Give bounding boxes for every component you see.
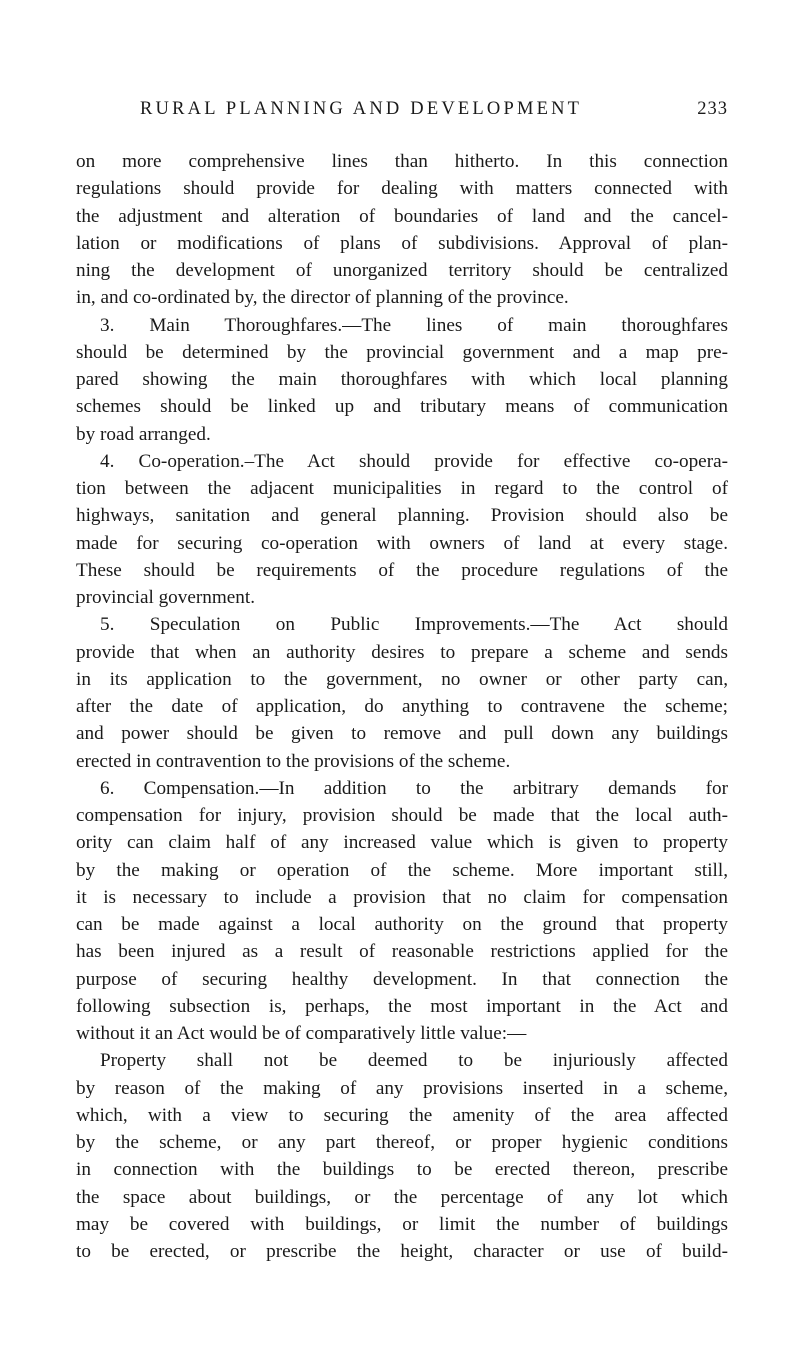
quoted-text-line: may be covered with buildings, or limit the number of buildings — [76, 1213, 728, 1235]
text-line: it is necessary to include a provision that no claim for compensation — [76, 886, 728, 908]
text-line: pared showing the main thoroughfares with which local planning — [76, 369, 728, 390]
text-line: provide that when an authority desires to prepare a scheme and sends — [76, 641, 728, 663]
text-line: can be made against a local authority on the ground that property — [76, 914, 728, 935]
text-line: schemes should be linked up and tributary means of communication — [76, 396, 728, 418]
text-line: made for securing co-operation with owners of land at every stage. — [76, 532, 728, 554]
text-line: ority can claim half of any increased value which is given to property — [76, 832, 728, 854]
text-line: the adjustment and alteration of boundaries of land and the cancel- — [76, 205, 728, 227]
text-line: by the making or operation of the scheme. More important still, — [76, 859, 728, 881]
page-header — [76, 99, 728, 129]
text-line: following subsection is, perhaps, the most important in the Act and — [76, 995, 728, 1017]
section-heading-line: 3. Main Thoroughfares.—The lines of main thoroughfares — [100, 314, 728, 336]
text-line: regulations should provide for dealing with matters connected with — [76, 178, 728, 200]
quoted-text-line: which, with a view to securing the amenity of the area affected — [76, 1104, 728, 1126]
text-line: lation or modifications of plans of subdivisions. Approval of plan- — [76, 232, 728, 254]
text-line: compensation for injury, provision should be made that the local auth- — [76, 805, 728, 826]
quoted-text-line: the space about buildings, or the percentage of any lot which — [76, 1186, 728, 1208]
text-line: and power should be given to remove and pull down any buildings — [76, 723, 728, 745]
text-line: by road arranged. — [76, 423, 211, 445]
text-line: after the date of application, do anything to contravene the scheme; — [76, 696, 728, 717]
text-line: provincial government. — [76, 587, 256, 608]
text-line: in, and co-ordinated by, the director of planning of the province. — [76, 287, 569, 309]
text-line: erected in contravention to the provisions of the scheme. — [76, 750, 511, 772]
text-line: highways, sanitation and general planning. Provision should also be — [76, 505, 728, 527]
text-line: These should be requirements of the procedure regulations of the — [76, 559, 728, 581]
text-line: has been injured as a result of reasonable restrictions applied for the — [76, 941, 728, 963]
quoted-text-line: to be erected, or prescribe the height, character or use of build- — [76, 1241, 728, 1262]
text-line: in its application to the government, no owner or other party can, — [76, 668, 728, 690]
text-line: ning the development of unorganized territory should be centralized — [76, 260, 728, 281]
quoted-text-line: by reason of the making of any provisions inserted in a scheme, — [76, 1077, 728, 1099]
page-number: 233 — [697, 99, 728, 119]
text-line: purpose of securing healthy development. In that connection the — [76, 968, 728, 990]
section-heading-line: 5. Speculation on Public Improvements.—The Act should — [100, 614, 728, 636]
page-body — [76, 148, 728, 1265]
text-line: without it an Act would be of comparatively little value:— — [76, 1023, 527, 1044]
running-title: RURAL PLANNING AND DEVELOPMENT — [140, 99, 583, 119]
text-line: on more comprehensive lines than hitherto. In this connection — [76, 151, 728, 172]
text-line: should be determined by the provincial government and a map pre- — [76, 341, 728, 363]
quoted-text-line: Property shall not be deemed to be injuriously affected — [100, 1050, 728, 1072]
quoted-text-line: by the scheme, or any part thereof, or proper hygienic conditions — [76, 1132, 728, 1153]
section-heading-line: 6. Compensation.—In addition to the arbitrary demands for — [100, 777, 728, 799]
section-heading-line: 4. Co-operation.–The Act should provide for effective co-opera- — [100, 450, 728, 472]
quoted-text-line: in connection with the buildings to be erected thereon, prescribe — [76, 1159, 728, 1181]
text-line: tion between the adjacent municipalities in regard to the control of — [76, 478, 728, 499]
